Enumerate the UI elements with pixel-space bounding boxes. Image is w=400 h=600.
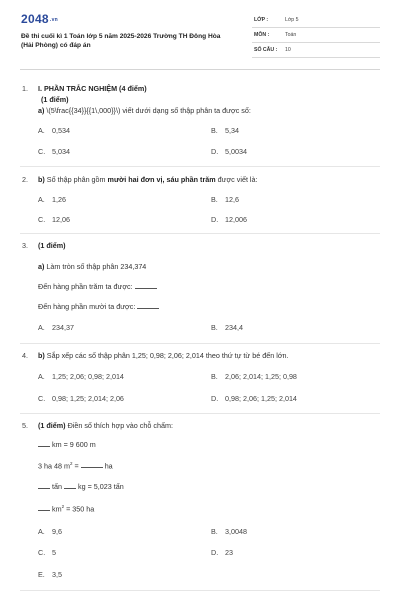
meta-value: Toán xyxy=(285,32,297,38)
option-text: 12,006 xyxy=(225,215,247,224)
option-letter: B. xyxy=(211,527,218,536)
question-number: 4. xyxy=(22,351,28,360)
option-text: 12,6 xyxy=(225,195,239,204)
option-b[interactable] xyxy=(211,195,239,204)
question-divider xyxy=(20,233,380,234)
question-number: 2. xyxy=(22,175,28,184)
option-text: 3,0048 xyxy=(225,527,247,536)
logo-text: 2048 xyxy=(21,12,49,26)
option-text: 0,98; 2,06; 1,25; 2,014 xyxy=(225,394,297,403)
meta-key: MÔN : xyxy=(254,32,270,38)
stem-label: a) xyxy=(38,262,45,271)
option-text: 5,034 xyxy=(52,147,70,156)
option-b[interactable] xyxy=(211,527,247,536)
option-d[interactable] xyxy=(211,215,247,224)
stem-text: Sắp xếp các số thập phân 1,25; 0,98; 2,06; 2,014 theo thứ tự từ bé đến lớn. xyxy=(46,351,289,360)
option-letter: A. xyxy=(38,527,45,536)
option-letter: C. xyxy=(38,548,46,557)
answer-blank[interactable] xyxy=(38,505,50,511)
option-d[interactable] xyxy=(211,147,247,156)
fill-text: km = 9 600 m xyxy=(52,440,96,449)
option-letter: B. xyxy=(211,126,218,135)
fill-line-tenths xyxy=(38,302,159,311)
option-b[interactable] xyxy=(211,323,243,332)
stem-label: a) xyxy=(38,106,45,115)
fill-text: 3 ha 48 m xyxy=(38,461,70,471)
question-number: 1. xyxy=(22,84,28,93)
site-logo[interactable] xyxy=(21,12,58,26)
option-letter: B. xyxy=(211,323,218,332)
fill-text: km xyxy=(52,504,62,514)
question-points: (1 điểm) xyxy=(38,421,66,430)
answer-blank[interactable] xyxy=(38,441,50,447)
option-text: 0,534 xyxy=(52,126,70,135)
stem-label: b) xyxy=(38,351,45,360)
meta-row-subject xyxy=(252,29,380,43)
question-number: 5. xyxy=(22,421,28,430)
stem-text: được viết là: xyxy=(217,175,258,184)
option-letter: B. xyxy=(211,372,218,381)
question-divider xyxy=(20,413,380,414)
option-text: 23 xyxy=(225,548,233,557)
document-title: Đề thi cuối kì 1 Toán lớp 5 năm 2025-2026 Trường TH Đông Hòa (Hải Phòng) có đáp án xyxy=(21,33,221,49)
meta-key: SỐ CÂU : xyxy=(254,47,278,53)
fill-label: Đến hàng phần trăm ta được: xyxy=(38,282,133,291)
fill-label: Đến hàng phần mười ta được: xyxy=(38,302,136,311)
stem-text: Điền số thích hợp vào chỗ chấm: xyxy=(67,421,173,430)
option-text: 5 xyxy=(52,548,56,557)
logo-suffix: .vn xyxy=(49,16,59,23)
option-d[interactable] xyxy=(211,548,233,557)
stem-label: b) xyxy=(38,175,45,184)
option-c[interactable] xyxy=(38,548,56,557)
answer-blank[interactable] xyxy=(137,303,159,309)
page-header xyxy=(0,0,400,62)
option-letter: D. xyxy=(211,147,219,156)
question-stem xyxy=(38,421,173,430)
option-a[interactable] xyxy=(38,195,66,204)
option-text: 234,37 xyxy=(52,323,74,332)
meta-value: 10 xyxy=(285,47,291,53)
question-number: 3. xyxy=(22,241,28,250)
meta-row-count xyxy=(252,44,380,58)
fill-text: = xyxy=(74,461,79,471)
option-a[interactable] xyxy=(38,372,124,381)
stem-emphasis: mười hai đơn vị, sáu phần trăm xyxy=(107,175,216,184)
option-letter: C. xyxy=(38,147,46,156)
option-c[interactable] xyxy=(38,147,70,156)
stem-text: Số thập phân gồm xyxy=(46,175,106,184)
option-b[interactable] xyxy=(211,372,297,381)
option-a[interactable] xyxy=(38,126,70,135)
option-letter: A. xyxy=(38,372,45,381)
option-b[interactable] xyxy=(211,126,239,135)
option-text: 9,6 xyxy=(52,527,62,536)
option-letter: A. xyxy=(38,323,45,332)
question-points: (1 điểm) xyxy=(38,241,66,250)
question-stem xyxy=(38,262,146,271)
question-stem xyxy=(38,106,251,115)
section-heading: I. PHẦN TRẮC NGHIỆM (4 điểm) xyxy=(38,84,147,93)
option-letter: C. xyxy=(38,215,46,224)
option-text: 12,06 xyxy=(52,215,70,224)
meta-key: LỚP : xyxy=(254,17,269,23)
meta-value: Lớp 5 xyxy=(285,17,299,23)
fill-line-1 xyxy=(38,440,96,449)
question-stem xyxy=(38,175,258,184)
option-c[interactable] xyxy=(38,215,70,224)
option-letter: B. xyxy=(211,195,218,204)
option-letter: D. xyxy=(211,215,219,224)
fill-line-2 xyxy=(38,461,113,470)
option-letter: A. xyxy=(38,195,45,204)
option-e[interactable] xyxy=(38,570,62,579)
header-divider xyxy=(20,69,380,70)
stem-text: \(5\frac{{34}}{{1\,000}}\) viết dưới dạng số thập phân ta được số: xyxy=(46,106,251,115)
superscript: 2 xyxy=(69,461,73,466)
option-text: 1,26 xyxy=(52,195,66,204)
answer-blank[interactable] xyxy=(64,483,76,489)
option-letter: C. xyxy=(38,394,46,403)
superscript: 2 xyxy=(61,504,65,509)
option-letter: D. xyxy=(211,394,219,403)
fill-text: tấn xyxy=(52,482,62,491)
fill-line-4 xyxy=(38,504,94,513)
question-divider xyxy=(20,590,380,591)
stem-text: Làm tròn số thập phân 234,374 xyxy=(46,262,147,271)
meta-row-class xyxy=(252,14,380,28)
answer-blank[interactable] xyxy=(81,462,103,468)
option-text: 1,25; 2,06; 0,98; 2,014 xyxy=(52,372,124,381)
question-stem xyxy=(38,351,289,360)
option-letter: E. xyxy=(38,570,45,579)
question-divider xyxy=(20,343,380,344)
answer-blank[interactable] xyxy=(38,483,50,489)
question-points: (1 điểm) xyxy=(41,95,69,104)
option-text: 3,5 xyxy=(52,570,62,579)
fill-line-hundredths xyxy=(38,282,157,291)
option-text: 0,98; 1,25; 2,014; 2,06 xyxy=(52,394,124,403)
option-text: 5,34 xyxy=(225,126,239,135)
option-text: 234,4 xyxy=(225,323,243,332)
option-text: 5,0034 xyxy=(225,147,247,156)
option-letter: A. xyxy=(38,126,45,135)
fill-text: = 350 ha xyxy=(66,504,95,514)
option-a[interactable] xyxy=(38,323,74,332)
answer-blank[interactable] xyxy=(135,283,157,289)
option-a[interactable] xyxy=(38,527,62,536)
fill-line-3 xyxy=(38,482,124,491)
question-divider xyxy=(20,166,380,167)
option-c[interactable] xyxy=(38,394,124,403)
fill-text: ha xyxy=(104,461,113,471)
fill-text: kg = 5,023 tấn xyxy=(78,482,124,491)
option-letter: D. xyxy=(211,548,219,557)
option-d[interactable] xyxy=(211,394,297,403)
option-text: 2,06; 2,014; 1,25; 0,98 xyxy=(225,372,297,381)
